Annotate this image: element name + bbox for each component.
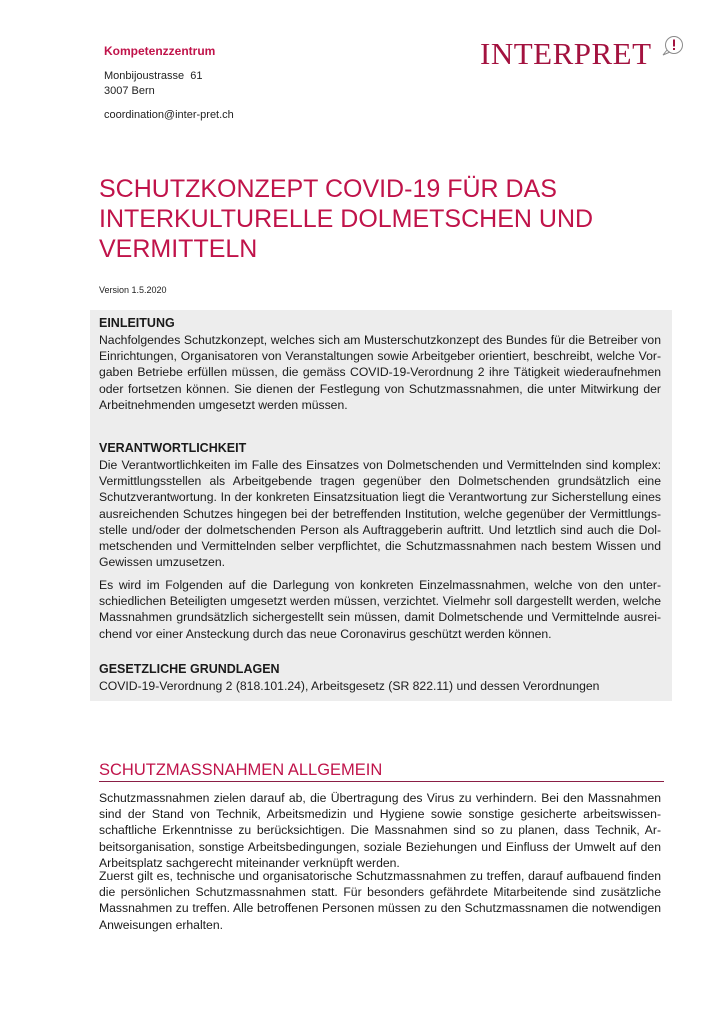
verantwortlichkeit-heading: VERANTWORTLICHKEIT [99,441,247,455]
contact-email[interactable]: coordination@inter-pret.ch [104,109,234,121]
document-version: Version 1.5.2020 [99,285,167,295]
document-title: SCHUTZKONZEPT COVID-19 FÜR DAS INTERKULTURELLE DOLMETSCHEN UND VERMITTELN [99,175,594,263]
grundlagen-text: COVID-19-Verordnung 2 (818.101.24), Arbeitsgesetz (SR 822.11) und dessen Verordnungen [99,679,600,693]
section-title-allgemein: SCHUTZMASSNAHMEN ALLGEMEIN [99,761,383,779]
org-name: Kompetenzzentrum [104,44,216,58]
grundlagen-heading: GESETZLICHE GRUNDLAGEN [99,662,280,676]
allgemein-para-1: Schutzmassnahmen zielen darauf ab, die Übertragung des Virus zu verhindern. Bei den Massnahmen sind der Stand von Technik, Arbeitsmedizin und Hygiene sowie sonstige gesicherte arbeitswissenschaftliche Erkenntnisse zu berücksichtigen. Die Massnahmen sind so zu planen, dass Technik, Arbeitsorganisation, sonstige Arbeitsbedingungen, soziale Beziehungen und Einfluss der Umwelt auf den Arbeitsplatz sachgerecht miteinander verknüpft werden. [99,791,661,870]
logo-text: INTERPRET [480,36,652,71]
address-street: Monbijoustrasse 61 [104,70,203,82]
einleitung-heading: EINLEITUNG [99,316,175,330]
speech-bubble-exclamation-icon [662,35,684,57]
verantwortlichkeit-text-1: Die Verantwortlichkeiten im Falle des Einsatzes von Dolmetschenden und Vermittelnden sind komplex: Vermittlungsstellen als Arbeitgebende tragen gegenüber den Dolmetschenden grundsätzlich eine Schutzverantwortung. In der konkreten Einsatzsituation liegt die Verantwortung zur Sicherstellung eines ausreichenden Schutzes hingegen bei der betreffenden Institution, welche gegenüber der Vermittlungsstelle und/oder der dolmetschenden Person als Auftraggeberin auftritt. Und letztlich sind auch die Dolmetschenden und Vermittelnden selber verpflichtet, die Schutzmassnahmen nach bestem Wissen und Gewissen umzusetzen. [99,458,661,570]
allgemein-para-2: Zuerst gilt es, technische und organisatorische Schutzmassnahmen zu treffen, darauf aufbauend finden die persönlichen Schutzmassnahmen statt. Für besonders gefährdete Mitarbeitende sind zusätzliche Massnahmen zu treffen. Alle betroffenen Personen müssen zu den Schutzmassnamen die notwendigen Anweisungen erhalten. [99,869,661,932]
verantwortlichkeit-text-2: Es wird im Folgenden auf die Darlegung von konkreten Einzelmassnahmen, welche von den unterschiedlichen Beteiligten umgesetzt werden müssen, verzichtet. Vielmehr soll dargestellt werden, welche Massnahmen grundsätzlich sichergestellt sein müssen, damit Dolmetschende und Vermittelnde ausreichend vor einer Ansteckung durch das neue Coronavirus geschützt werden können. [99,578,661,641]
section-divider [99,781,664,782]
address-city: 3007 Bern [104,85,155,97]
einleitung-text: Nachfolgendes Schutzkonzept, welches sich am Musterschutzkonzept des Bundes für die Betreiber von Einrichtungen, Organisatoren von Veranstaltungen sowie Arbeitgeber orientiert, beschreibt, welche Vorgaben Betriebe erfüllen müssen, die gemäss COVID-19-Verordnung 2 ihre Tätigkeit wiederaufnehmen oder fortsetzen können. Sie dienen der Festlegung von Schutzmassnahmen, die unter Mitwirkung der Arbeitnehmenden umgesetzt werden müssen. [99,333,661,412]
